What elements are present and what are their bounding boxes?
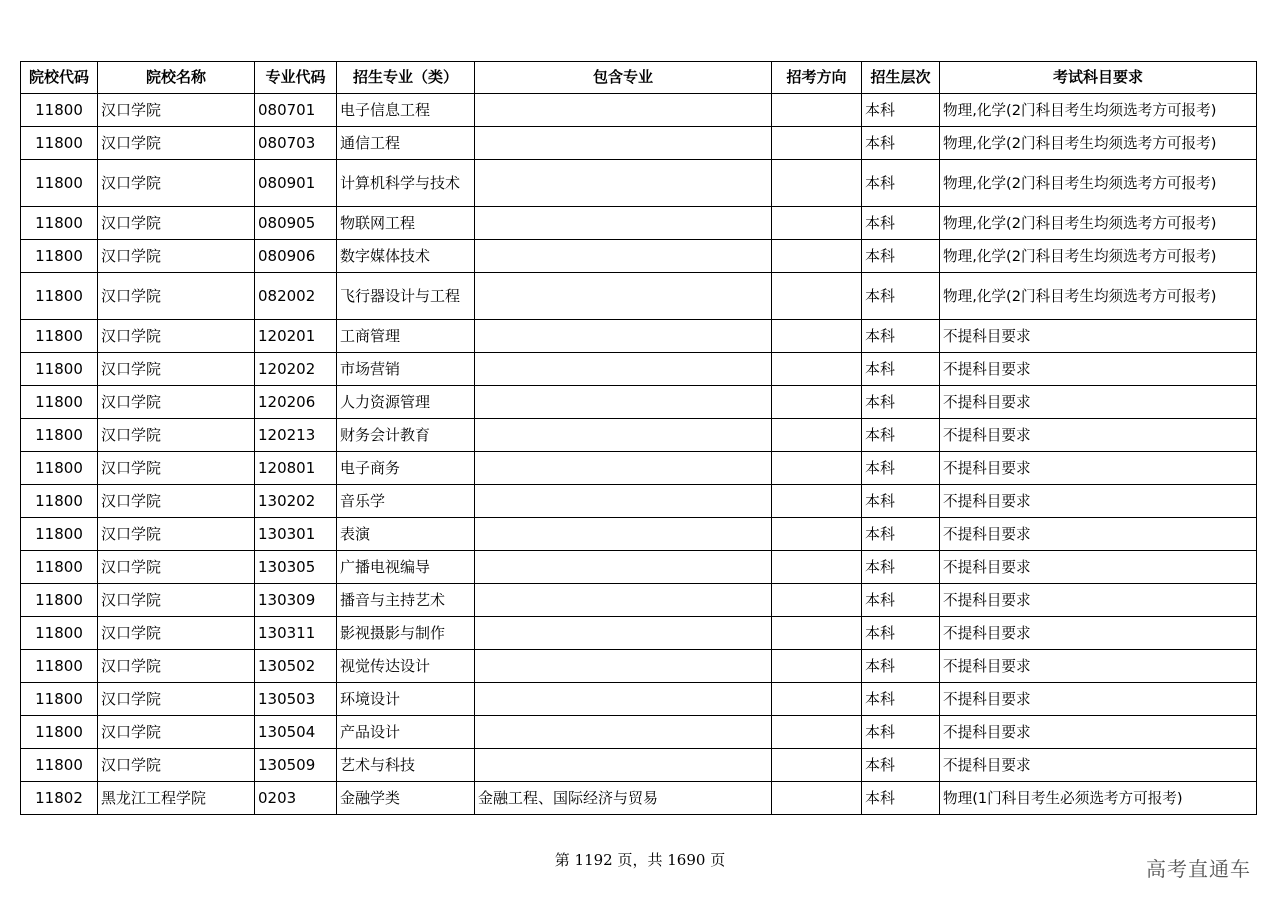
school-name-cell: 汉口学院: [98, 518, 255, 551]
header-direction: 招考方向: [772, 62, 862, 94]
major-code-cell: 130202: [255, 485, 337, 518]
school-code-cell: 11800: [21, 353, 98, 386]
includes-cell: [475, 94, 772, 127]
major-code-cell: 130502: [255, 650, 337, 683]
requirement-cell: 不提科目要求: [940, 749, 1257, 782]
header-level: 招生层次: [862, 62, 940, 94]
school-code-cell: 11800: [21, 452, 98, 485]
requirement-cell: 物理,化学(2门科目考生均须选考方可报考): [940, 207, 1257, 240]
major-cell: 播音与主持艺术: [337, 584, 475, 617]
page-number: 第 1192 页，共 1690 页: [554, 851, 726, 869]
table-row: [21, 683, 1257, 716]
table-row: [21, 127, 1257, 160]
direction-cell: [772, 240, 862, 273]
level-cell: 本科: [862, 452, 940, 485]
includes-cell: [475, 584, 772, 617]
table-row: [21, 386, 1257, 419]
level-cell: 本科: [862, 716, 940, 749]
direction-cell: [772, 160, 862, 207]
requirement-cell: 不提科目要求: [940, 320, 1257, 353]
direction-cell: [772, 782, 862, 815]
table-row: [21, 485, 1257, 518]
requirement-cell: 不提科目要求: [940, 386, 1257, 419]
direction-cell: [772, 485, 862, 518]
school-name-cell: 汉口学院: [98, 419, 255, 452]
major-code-cell: 130503: [255, 683, 337, 716]
school-code-cell: 11800: [21, 386, 98, 419]
major-cell: 表演: [337, 518, 475, 551]
table-row: [21, 240, 1257, 273]
level-cell: 本科: [862, 749, 940, 782]
school-name-cell: 汉口学院: [98, 386, 255, 419]
major-code-cell: 130311: [255, 617, 337, 650]
school-name-cell: 黑龙江工程学院: [98, 782, 255, 815]
major-cell: 人力资源管理: [337, 386, 475, 419]
major-code-cell: 130504: [255, 716, 337, 749]
school-code-cell: 11800: [21, 160, 98, 207]
school-name-cell: 汉口学院: [98, 207, 255, 240]
major-cell: 计算机科学与技术: [337, 160, 475, 207]
requirement-cell: 物理,化学(2门科目考生均须选考方可报考): [940, 160, 1257, 207]
header-includes: 包含专业: [475, 62, 772, 94]
major-code-cell: 082002: [255, 273, 337, 320]
school-code-cell: 11800: [21, 320, 98, 353]
table-row: [21, 749, 1257, 782]
major-code-cell: 120202: [255, 353, 337, 386]
direction-cell: [772, 386, 862, 419]
school-name-cell: 汉口学院: [98, 551, 255, 584]
direction-cell: [772, 518, 862, 551]
level-cell: 本科: [862, 320, 940, 353]
school-code-cell: 11800: [21, 240, 98, 273]
major-cell: 环境设计: [337, 683, 475, 716]
table-row: [21, 320, 1257, 353]
major-cell: 金融学类: [337, 782, 475, 815]
level-cell: 本科: [862, 127, 940, 160]
level-cell: 本科: [862, 353, 940, 386]
major-code-cell: 130305: [255, 551, 337, 584]
includes-cell: [475, 353, 772, 386]
school-code-cell: 11800: [21, 127, 98, 160]
table-row: [21, 716, 1257, 749]
includes-cell: [475, 518, 772, 551]
direction-cell: [772, 127, 862, 160]
table-body: [21, 94, 1257, 815]
major-cell: 艺术与科技: [337, 749, 475, 782]
requirement-cell: 物理(1门科目考生必须选考方可报考): [940, 782, 1257, 815]
header-school-code: 院校代码: [21, 62, 98, 94]
includes-cell: [475, 273, 772, 320]
school-code-cell: 11800: [21, 584, 98, 617]
school-name-cell: 汉口学院: [98, 353, 255, 386]
level-cell: 本科: [862, 419, 940, 452]
level-cell: 本科: [862, 273, 940, 320]
direction-cell: [772, 419, 862, 452]
table-row: [21, 551, 1257, 584]
major-code-cell: 080901: [255, 160, 337, 207]
major-code-cell: 080703: [255, 127, 337, 160]
school-name-cell: 汉口学院: [98, 452, 255, 485]
requirement-cell: 不提科目要求: [940, 551, 1257, 584]
includes-cell: [475, 452, 772, 485]
level-cell: 本科: [862, 485, 940, 518]
school-name-cell: 汉口学院: [98, 716, 255, 749]
school-code-cell: 11800: [21, 650, 98, 683]
school-code-cell: 11800: [21, 419, 98, 452]
major-code-cell: 080701: [255, 94, 337, 127]
major-cell: 广播电视编导: [337, 551, 475, 584]
major-code-cell: 130301: [255, 518, 337, 551]
major-code-cell: 120206: [255, 386, 337, 419]
table-row: [21, 452, 1257, 485]
direction-cell: [772, 584, 862, 617]
major-cell: 工商管理: [337, 320, 475, 353]
direction-cell: [772, 353, 862, 386]
includes-cell: [475, 160, 772, 207]
school-name-cell: 汉口学院: [98, 617, 255, 650]
includes-cell: [475, 386, 772, 419]
school-code-cell: 11800: [21, 551, 98, 584]
includes-cell: [475, 240, 772, 273]
admission-table: [20, 61, 1257, 815]
major-cell: 飞行器设计与工程: [337, 273, 475, 320]
includes-cell: [475, 716, 772, 749]
major-code-cell: 130509: [255, 749, 337, 782]
table-row: [21, 782, 1257, 815]
major-code-cell: 0203: [255, 782, 337, 815]
table-row: [21, 207, 1257, 240]
school-code-cell: 11800: [21, 749, 98, 782]
major-code-cell: 130309: [255, 584, 337, 617]
major-cell: 物联网工程: [337, 207, 475, 240]
requirement-cell: 不提科目要求: [940, 485, 1257, 518]
requirement-cell: 物理,化学(2门科目考生均须选考方可报考): [940, 273, 1257, 320]
school-code-cell: 11800: [21, 485, 98, 518]
major-code-cell: 120213: [255, 419, 337, 452]
level-cell: 本科: [862, 551, 940, 584]
header-school-name: 院校名称: [98, 62, 255, 94]
includes-cell: [475, 127, 772, 160]
level-cell: 本科: [862, 207, 940, 240]
direction-cell: [772, 551, 862, 584]
direction-cell: [772, 273, 862, 320]
school-code-cell: 11800: [21, 273, 98, 320]
school-name-cell: 汉口学院: [98, 94, 255, 127]
major-cell: 电子商务: [337, 452, 475, 485]
includes-cell: [475, 207, 772, 240]
direction-cell: [772, 320, 862, 353]
header-major: 招生专业（类）: [337, 62, 475, 94]
level-cell: 本科: [862, 650, 940, 683]
level-cell: 本科: [862, 94, 940, 127]
direction-cell: [772, 617, 862, 650]
level-cell: 本科: [862, 240, 940, 273]
requirement-cell: 不提科目要求: [940, 650, 1257, 683]
requirement-cell: 不提科目要求: [940, 452, 1257, 485]
major-cell: 影视摄影与制作: [337, 617, 475, 650]
level-cell: 本科: [862, 160, 940, 207]
school-name-cell: 汉口学院: [98, 160, 255, 207]
level-cell: 本科: [862, 518, 940, 551]
table-row: [21, 353, 1257, 386]
school-code-cell: 11800: [21, 518, 98, 551]
major-cell: 产品设计: [337, 716, 475, 749]
header-row: [21, 62, 1257, 94]
requirement-cell: 不提科目要求: [940, 353, 1257, 386]
includes-cell: [475, 749, 772, 782]
school-name-cell: 汉口学院: [98, 320, 255, 353]
school-code-cell: 11802: [21, 782, 98, 815]
requirement-cell: 物理,化学(2门科目考生均须选考方可报考): [940, 127, 1257, 160]
major-code-cell: 120801: [255, 452, 337, 485]
major-cell: 通信工程: [337, 127, 475, 160]
direction-cell: [772, 749, 862, 782]
level-cell: 本科: [862, 584, 940, 617]
includes-cell: [475, 617, 772, 650]
direction-cell: [772, 683, 862, 716]
table-row: [21, 160, 1257, 207]
major-code-cell: 080906: [255, 240, 337, 273]
requirement-cell: 不提科目要求: [940, 518, 1257, 551]
requirement-cell: 物理,化学(2门科目考生均须选考方可报考): [940, 94, 1257, 127]
level-cell: 本科: [862, 782, 940, 815]
school-name-cell: 汉口学院: [98, 749, 255, 782]
includes-cell: [475, 551, 772, 584]
school-code-cell: 11800: [21, 683, 98, 716]
requirement-cell: 不提科目要求: [940, 617, 1257, 650]
major-cell: 数字媒体技术: [337, 240, 475, 273]
direction-cell: [772, 716, 862, 749]
includes-cell: [475, 419, 772, 452]
includes-cell: 金融工程、国际经济与贸易: [475, 782, 772, 815]
direction-cell: [772, 650, 862, 683]
school-name-cell: 汉口学院: [98, 650, 255, 683]
school-name-cell: 汉口学院: [98, 273, 255, 320]
table-row: [21, 419, 1257, 452]
table-row: [21, 94, 1257, 127]
school-name-cell: 汉口学院: [98, 240, 255, 273]
watermark: 高考直通车: [1146, 857, 1251, 881]
school-code-cell: 11800: [21, 716, 98, 749]
major-cell: 市场营销: [337, 353, 475, 386]
table-row: [21, 650, 1257, 683]
table-row: [21, 518, 1257, 551]
school-code-cell: 11800: [21, 94, 98, 127]
includes-cell: [475, 650, 772, 683]
includes-cell: [475, 320, 772, 353]
table-row: [21, 273, 1257, 320]
header-major-code: 专业代码: [255, 62, 337, 94]
major-code-cell: 080905: [255, 207, 337, 240]
major-code-cell: 120201: [255, 320, 337, 353]
table-row: [21, 617, 1257, 650]
level-cell: 本科: [862, 683, 940, 716]
header-requirement: 考试科目要求: [940, 62, 1257, 94]
major-cell: 电子信息工程: [337, 94, 475, 127]
direction-cell: [772, 452, 862, 485]
school-name-cell: 汉口学院: [98, 584, 255, 617]
table-row: [21, 584, 1257, 617]
requirement-cell: 不提科目要求: [940, 716, 1257, 749]
major-cell: 财务会计教育: [337, 419, 475, 452]
direction-cell: [772, 94, 862, 127]
requirement-cell: 物理,化学(2门科目考生均须选考方可报考): [940, 240, 1257, 273]
direction-cell: [772, 207, 862, 240]
major-cell: 视觉传达设计: [337, 650, 475, 683]
school-code-cell: 11800: [21, 617, 98, 650]
requirement-cell: 不提科目要求: [940, 683, 1257, 716]
school-name-cell: 汉口学院: [98, 127, 255, 160]
requirement-cell: 不提科目要求: [940, 584, 1257, 617]
school-name-cell: 汉口学院: [98, 485, 255, 518]
includes-cell: [475, 683, 772, 716]
requirement-cell: 不提科目要求: [940, 419, 1257, 452]
includes-cell: [475, 485, 772, 518]
school-name-cell: 汉口学院: [98, 683, 255, 716]
level-cell: 本科: [862, 617, 940, 650]
school-code-cell: 11800: [21, 207, 98, 240]
major-cell: 音乐学: [337, 485, 475, 518]
level-cell: 本科: [862, 386, 940, 419]
